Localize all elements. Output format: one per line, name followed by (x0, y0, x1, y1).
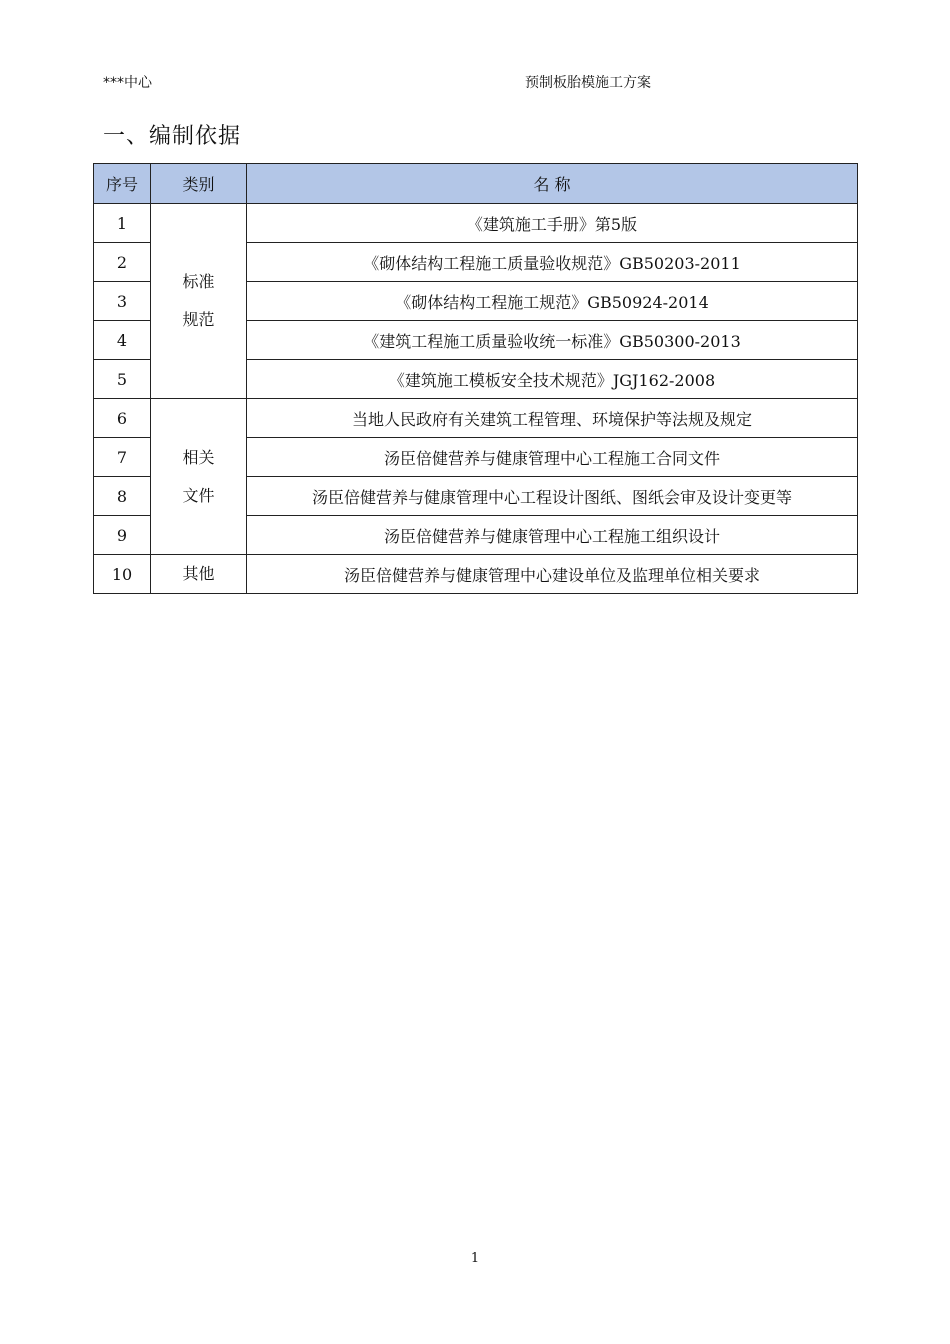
document-name: 《建筑施工手册》第5版 (247, 204, 858, 243)
page-number: 1 (470, 1251, 480, 1266)
category-label-line: 文件 (182, 485, 215, 505)
document-name: 《建筑工程施工质量验收统一标准》GB50300-2013 (247, 321, 858, 360)
document-name: 汤臣倍健营养与健康管理中心工程施工组织设计 (247, 516, 858, 555)
row-number: 8 (94, 477, 151, 516)
category-label-line: 规范 (182, 310, 215, 329)
basis-table (93, 163, 858, 594)
document-name: 《砌体结构工程施工质量验收规范》GB50203-2011 (247, 243, 858, 282)
category-label-line: 其他 (182, 564, 215, 583)
document-name: 《建筑施工模板安全技术规范》JGJ162-2008 (247, 360, 858, 399)
document-name: 汤臣倍健营养与健康管理中心建设单位及监理单位相关要求 (247, 555, 858, 594)
table-row (94, 555, 858, 594)
document-name: 汤臣倍健营养与健康管理中心工程施工合同文件 (247, 438, 858, 477)
category-cell (151, 204, 247, 399)
page-header (103, 72, 850, 92)
document-name: 《砌体结构工程施工规范》GB50924-2014 (247, 282, 858, 321)
category-cell (151, 399, 247, 555)
header-document-title: 预制板胎模施工方案 (525, 75, 651, 91)
table-row (94, 204, 858, 243)
table-row (94, 399, 858, 438)
header-left-text: ***中心 (103, 75, 152, 91)
row-number: 7 (94, 438, 151, 477)
section-title: 一、编制依据 (103, 124, 242, 149)
table-header-row (94, 164, 858, 204)
row-number: 4 (94, 321, 151, 360)
row-number: 6 (94, 399, 151, 438)
category-cell (151, 555, 247, 594)
row-number: 9 (94, 516, 151, 555)
row-number: 10 (94, 555, 151, 594)
category-label-line: 相关 (182, 447, 215, 467)
column-header-category: 类别 (151, 164, 247, 204)
row-number: 1 (94, 204, 151, 243)
row-number: 5 (94, 360, 151, 399)
category-label-line: 标准 (182, 272, 215, 291)
column-header-name: 名 称 (247, 164, 858, 204)
column-header-number: 序号 (94, 164, 151, 204)
row-number: 2 (94, 243, 151, 282)
document-name: 汤臣倍健营养与健康管理中心工程设计图纸、图纸会审及设计变更等 (247, 477, 858, 516)
document-name: 当地人民政府有关建筑工程管理、环境保护等法规及规定 (247, 399, 858, 438)
row-number: 3 (94, 282, 151, 321)
